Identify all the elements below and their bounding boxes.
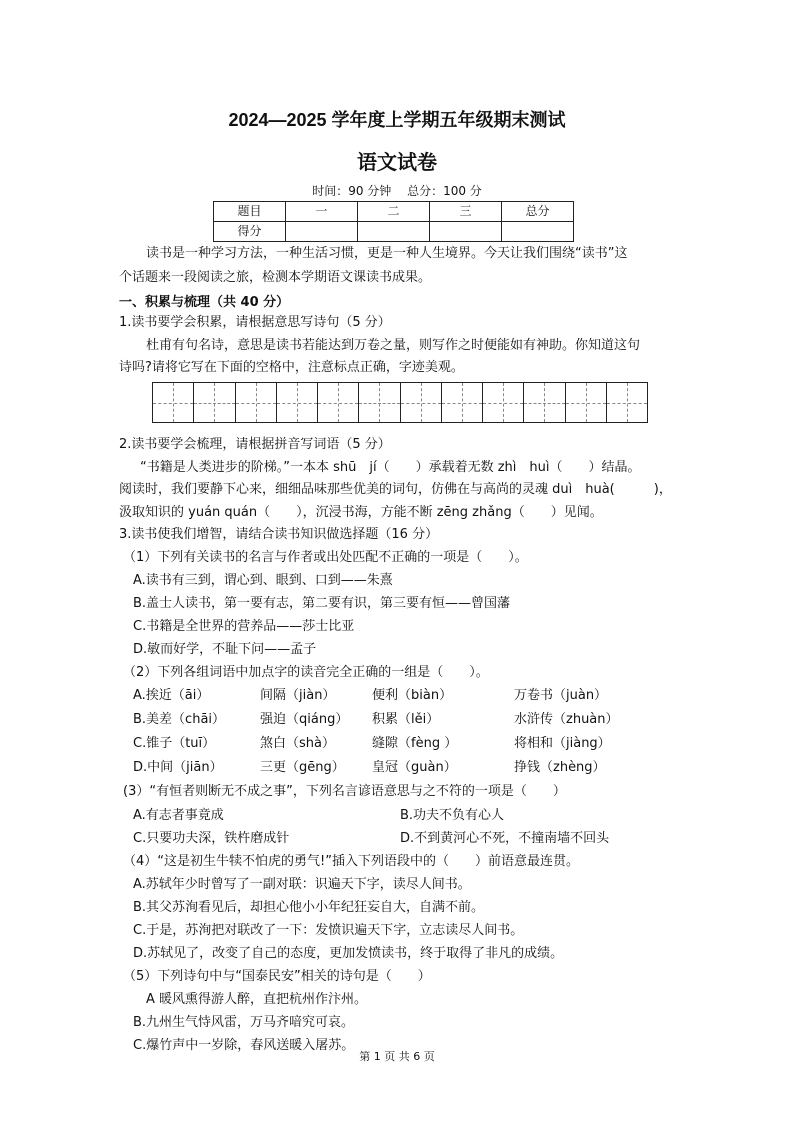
grid-cell[interactable] <box>359 383 400 422</box>
grid-cell[interactable] <box>483 383 524 422</box>
question-3-stem: 3.读书使我们增智，请结合读书知识做选择题（16 分） <box>119 527 439 542</box>
grid-cell[interactable] <box>524 383 565 422</box>
grid-cell[interactable] <box>236 383 277 422</box>
question-1-stem: 1.读书要学会积累，请根据意思写诗句（5 分） <box>119 315 391 330</box>
score-header-cell: 总分 <box>502 202 574 222</box>
question-2-text: “书籍是人类进步的阶梯。”一本本 shū jí（ ）承载着无数 zhì huì（ ）结晶。 <box>140 460 641 475</box>
pinyin-word: 煞白（shà） <box>260 736 335 751</box>
pinyin-word: 挣钱（zhèng） <box>514 760 606 775</box>
option-d[interactable]: D.苏轼见了，改变了自己的态度，更加发愤读书，终于取得了非凡的成绩。 <box>133 946 564 961</box>
pinyin-word: 将相和（jiàng） <box>514 736 611 751</box>
score-header-cell: 一 <box>286 202 358 222</box>
option-a[interactable]: A.有志者事竟成 <box>133 808 224 823</box>
grid-cell[interactable] <box>153 383 194 422</box>
score-input-cell[interactable] <box>286 222 358 242</box>
question-2-text: 阅读时，我们要静下心来，细细品味那些优美的词句，仿佛在与高尚的灵魂 duì huà( )， <box>119 482 672 497</box>
intro-line: 个话题来一段阅读之旅，检测本学期语文课读书成果。 <box>119 270 432 285</box>
pinyin-option-d[interactable]: D.中间（jiān） <box>133 760 223 775</box>
option-c[interactable]: C.于是，苏洵把对联改了一下：发愤识遍天下字，立志读尽人间书。 <box>133 923 524 938</box>
grid-cell[interactable] <box>318 383 359 422</box>
sub-question-5-stem: （5）下列诗句中与“国泰民安”相关的诗句是（ ） <box>123 969 431 984</box>
option-d[interactable]: D.不到黄河心不死，不撞南墙不回头 <box>400 831 610 846</box>
question-2-stem: 2.读书要学会梳理，请根据拼音写词语（5 分） <box>119 437 391 452</box>
option-a[interactable]: A 暖风熏得游人醉，直把杭州作汴州。 <box>146 992 368 1007</box>
option-a[interactable]: A.苏轼年少时曾写了一副对联：识遍天下字，读尽人间书。 <box>133 877 471 892</box>
pinyin-word: 三更（gēng） <box>260 760 345 775</box>
sub-question-3-stem: (3）“有恒者则断无不成之事”，下列名言谚语意思与之不符的一项是（ ） <box>123 784 566 799</box>
score-table <box>213 201 574 242</box>
grid-cell[interactable] <box>401 383 442 422</box>
question-1-text: 杜甫有句名诗，意思是读书若能达到万卷之量，则写作之时便能如有神助。你知道这句 <box>146 338 641 353</box>
sub-question-2-stem: （2）下列各组词语中加点字的读音完全正确的一组是（ ）。 <box>123 665 489 680</box>
grid-cell[interactable] <box>442 383 483 422</box>
option-a[interactable]: A.读书有三到，谓心到、眼到、口到——朱熹 <box>133 573 393 588</box>
exam-title: 2024—2025 学年度上学期五年级期末测试 <box>228 110 566 130</box>
score-header-cell: 题目 <box>214 202 286 222</box>
exam-subtitle: 语文试卷 <box>357 150 437 174</box>
option-b[interactable]: B.其父苏洵看见后，却担心他小小年纪狂妄自大，自满不前。 <box>133 900 485 915</box>
grid-cell[interactable] <box>277 383 318 422</box>
writing-grid[interactable] <box>152 382 648 423</box>
pinyin-option-b[interactable]: B.美差（chāi） <box>133 712 226 727</box>
grid-cell[interactable] <box>607 383 647 422</box>
option-d[interactable]: D.敏而好学，不耻下问——孟子 <box>133 642 317 657</box>
option-c[interactable]: C.只要功夫深，铁杵磨成针 <box>133 831 290 846</box>
score-header-cell: 三 <box>430 202 502 222</box>
pinyin-word: 便利（biàn） <box>372 688 453 703</box>
option-c[interactable]: C.爆竹声中一岁除，春风送暖入屠苏。 <box>133 1038 355 1053</box>
option-b[interactable]: B.盖士人读书，第一要有志，第二要有识，第三要有恒——曾国藩 <box>133 596 511 611</box>
intro-line: 读书是一种学习方法，一种生活习惯，更是一种人生境界。今天让我们围绕“读书”这 <box>146 246 628 261</box>
pinyin-word: 缝隙（fèng ） <box>372 736 458 751</box>
score-input-cell[interactable] <box>502 222 574 242</box>
pinyin-word: 水浒传（zhuàn） <box>514 712 619 727</box>
page-footer: 第 1 页 共 6 页 <box>359 1050 435 1063</box>
pinyin-word: 间隔（jiàn） <box>260 688 336 703</box>
score-input-cell[interactable] <box>358 222 430 242</box>
pinyin-option-c[interactable]: C.锥子（tuī） <box>133 736 216 751</box>
option-c[interactable]: C.书籍是全世界的营养品——莎士比亚 <box>133 619 355 634</box>
score-table-score-row <box>214 222 574 242</box>
option-b[interactable]: B.九州生气恃风雷，万马齐喑究可哀。 <box>133 1015 355 1030</box>
pinyin-word: 万卷书（juàn） <box>514 688 608 703</box>
question-1-text: 诗吗?请将它写在下面的空格中，注意标点正确，字迹美观。 <box>119 360 464 375</box>
sub-question-4-stem: （4）“这是初生牛犊不怕虎的勇气!”插入下列语段中的（ ）前语意最连贯。 <box>123 854 579 869</box>
score-table-header-row <box>214 202 574 222</box>
sub-question-1-stem: （1）下列有关读书的名言与作者或出处匹配不正确的一项是（ ）。 <box>123 550 528 565</box>
pinyin-word: 皇冠（guàn） <box>372 760 457 775</box>
pinyin-option-a[interactable]: A.挨近（āi） <box>133 688 210 703</box>
score-row-label: 得分 <box>214 222 286 242</box>
score-input-cell[interactable] <box>430 222 502 242</box>
grid-cell[interactable] <box>566 383 607 422</box>
option-b[interactable]: B.功夫不负有心人 <box>400 808 505 823</box>
question-2-text: 汲取知识的 yuán quán（ ），沉浸书海，方能不断 zēng zhǎng（ ）见闻。 <box>119 505 603 520</box>
exam-meta: 时间：90 分钟 总分：100 分 <box>312 184 482 198</box>
grid-cell[interactable] <box>194 383 235 422</box>
pinyin-word: 积累（lěi） <box>372 712 440 727</box>
section-heading: 一、积累与梳理（共 40 分） <box>119 295 290 310</box>
score-header-cell: 二 <box>358 202 430 222</box>
pinyin-word: 强迫（qiáng） <box>260 712 349 727</box>
